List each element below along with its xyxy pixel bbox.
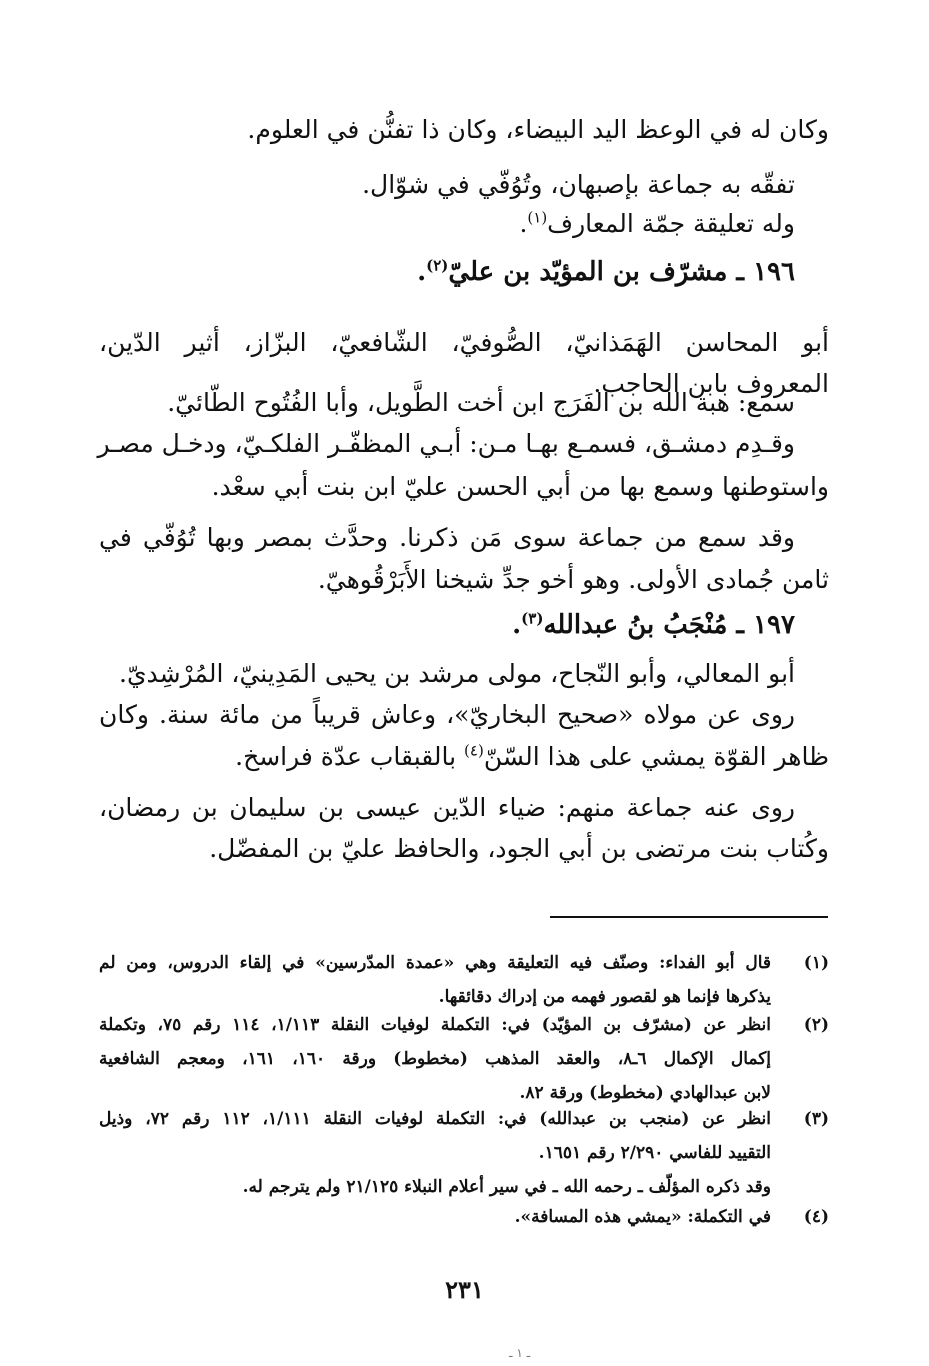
line-text: . (417, 257, 427, 287)
footnote-ref: (٣) (521, 609, 544, 628)
text-line (99, 326, 829, 360)
text-line (99, 832, 829, 866)
entry-heading-197 (99, 608, 829, 642)
text-line (99, 657, 829, 691)
line-text: تفقّه به جماعة بإصبهان، وتُوُفّي في شوّال. (362, 170, 795, 199)
footnote-text: في التكملة: «يمشي هذه المسافة». (514, 1207, 771, 1227)
entry-title: ١٩٧ ـ مُنْجَبُ بنُ عبدالله (543, 610, 795, 640)
footnote-text: يذكرها فإنما هو لقصور فهمه من إدراك دقائقها. (438, 987, 771, 1007)
line-text: وكُتاب بنت مرتضى بن أبي الجود، والحافظ عليّ بن المفضّل. (209, 834, 829, 863)
text-line (99, 168, 829, 202)
footnote-ref: (١) (527, 208, 548, 227)
line-text: واستوطنها وسمع بها من أبي الحسن عليّ ابن بنت أبي سعْد. (211, 472, 829, 501)
footnote-number: (٣) (803, 1109, 829, 1129)
line-text: المعروف بابن الحاجب. (593, 369, 829, 398)
footnote-separator (550, 916, 828, 918)
footnote-number: (١) (803, 953, 829, 973)
line-text: وكان له في الوعظ اليد البيضاء، وكان ذا تفنُّن في العلوم. (247, 115, 829, 144)
line-text: أبو المحاسن الهَمَذانيّ، الصُّوفيّ، الشّافعيّ، البزّاز، أثير الدّين، (99, 328, 829, 357)
footnote-text: قال أبو الفداء: وصنّف فيه التعليقة وهي «عمدة المدّرسين» في إلقاء الدروس، ومن لم (99, 953, 771, 973)
text-line (99, 386, 829, 420)
line-text: . (519, 209, 528, 238)
text-line (99, 207, 829, 241)
text-line (99, 521, 829, 555)
line-text: ظاهر القوّة يمشي على هذا السّنّ (483, 742, 829, 771)
text-line (99, 113, 829, 147)
line-text: بالقبقاب عدّة فراسخ. (235, 742, 465, 771)
line-text: . (512, 610, 522, 640)
footnote-ref: (٤) (464, 741, 484, 760)
text-line (99, 427, 829, 461)
text-line (99, 740, 829, 774)
line-text: روى عن مولاه «صحيح البخاريّ»، وعاش قريباً من مائة سنة. وكان (99, 700, 795, 729)
footnote-text: انظر عن (مشرّف بن المؤيّد) في: التكملة لوفيات النقلة ١/١١٣، ١١٤ رقم ٧٥، وتكملة (99, 1015, 771, 1035)
line-text: أبو المعالي، وأبو النّجاح، مولى مرشد بن يحيى المَدِينيّ، المُرْشِديّ. (119, 659, 795, 688)
footnote-text: انظر عن (منجب بن عبدالله) في: التكملة لوفيات النقلة ١/١١١، ١١٢ رقم ٧٢، وذيل (99, 1109, 771, 1129)
footnote-text: إكمال الإكمال ٦ـ٨، والعقد المذهب (مخطوط) ورقة ١٦٠، ١٦١، ومعجم الشافعية (99, 1049, 772, 1069)
line-text: سمع: هبة الله بن الفَرَج ابن أخت الطَّويل، وأبا الفُتُوح الطّائيّ. (167, 388, 795, 417)
footnote-number: (٢) (803, 1015, 829, 1035)
entry-heading-196 (99, 255, 829, 289)
text-line (99, 563, 829, 597)
footnote-text: وقد ذكره المؤلّف ـ رحمه الله ـ في سير أعلام النبلاء ٢١/١٢٥ ولم يترجم له. (242, 1177, 771, 1197)
footnote-ref: (٢) (426, 256, 449, 275)
line-text: وقد سمع من جماعة سوى مَن ذكرنا. وحدَّث بمصر وبها تُوُفّي في (99, 523, 795, 552)
footnote-text: التقييد للفاسي ٢/٢٩٠ رقم ١٦٥١. (538, 1143, 771, 1163)
scan-mark: ـ ١ ـ (509, 1346, 531, 1360)
footnote-number: (٤) (803, 1207, 829, 1227)
entry-title: ١٩٦ ـ مشرّف بن المؤيّد بن عليّ (448, 257, 795, 287)
page-number: ٢٣١ (445, 1275, 484, 1304)
text-line (99, 791, 829, 825)
line-text: ثامن جُمادى الأولى. وهو أخو جدِّ شيخنا الأَبَرْقُوهيّ. (317, 565, 829, 594)
line-text: وقـدِم دمشـق، فسمـع بهـا مـن: أبـي المظفّـر الفلكـيّ، ودخـل مصـر (97, 429, 795, 458)
line-text: وله تعليقة جمّة المعارف (547, 209, 795, 238)
text-line (99, 470, 829, 504)
footnote-text: لابن عبدالهادي (مخطوط) ورقة ٨٢. (519, 1083, 771, 1103)
text-line (99, 698, 829, 732)
line-text: روى عنه جماعة منهم: ضياء الدّين عيسى بن سليمان بن رمضان، (99, 793, 795, 822)
